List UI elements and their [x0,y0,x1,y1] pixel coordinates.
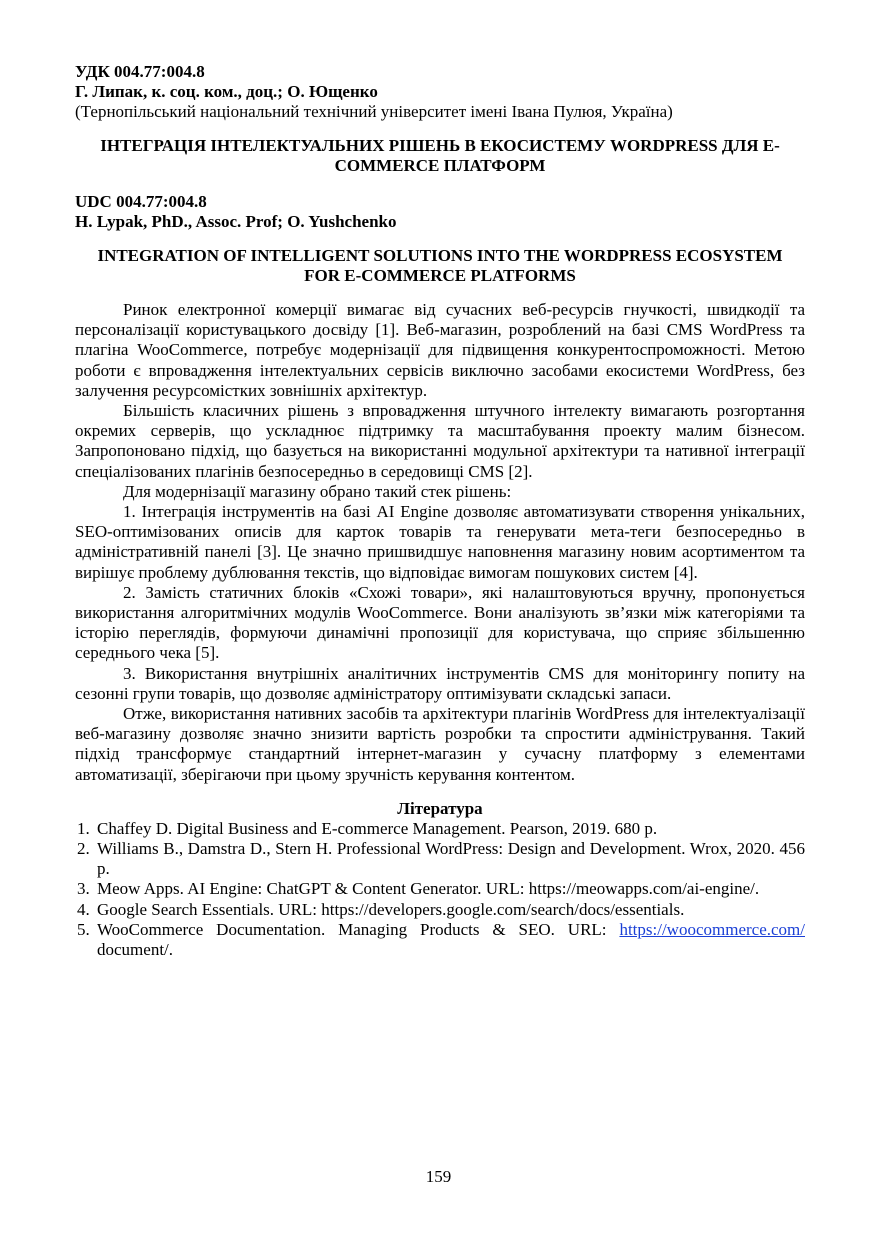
affiliation-ua: (Тернопільський національний технічний університет імені Івана Пулюя, Україна) [75,102,673,121]
body-text [75,300,805,785]
page-number: 159 [425,1167,452,1186]
title-ua: ІНТЕГРАЦІЯ ІНТЕЛЕКТУАЛЬНИХ РІШЕНЬ В ЕКОСИСТЕМУ WORDPRESS ДЛЯ E-COMMERCE ПЛАТФОРМ [100,136,780,175]
paragraph: Ринок електронної комерції вимагає від сучасних веб-ресурсів гнучкості, швидкодії та персоналізації користувацького досвіду [1]. Веб-магазин, розроблений на базі CMS WordPress та плагіна WooCommerce, потребує модернізації для підвищення конкурентоспроможності. Метою роботи є впровадження інтелектуальних сервісів виключно засобами екосистеми WordPress, без залучення ресурсомістких зовнішніх архітектур. [75,300,805,400]
reference-item: 2. Williams B., Damstra D., Stern H. Professional WordPress: Design and Development. Wrox, 2020. 456 p. [94,839,805,879]
authors-en: H. Lypak, PhD., Assoc. Prof; O. Yushchenko [75,212,397,231]
reference-item: 4. Google Search Essentials. URL: https://developers.google.com/search/docs/essentials. [94,900,805,920]
authors-ua: Г. Липак, к. соц. ком., доц.; О. Ющенко [75,82,378,101]
reference-link[interactable]: https://woocommerce.com/ [619,919,805,939]
references-list [75,819,805,960]
paragraph: Отже, використання нативних засобів та архітектури плагінів WordPress для інтелектуалізації веб-магазину дозволяє значно знизити вартість розробки та спростити адміністрування. Такий підхід трансформує стандартний інтернет-магазин у сучасну платформу з елементами автоматизації, зберігаючи при цьому зручність керування контентом. [75,704,805,784]
reference-item: 3. Meow Apps. AI Engine: ChatGPT & Content Generator. URL: https://meowapps.com/ai-engine/. [94,879,805,899]
paragraph: Для модернізації магазину обрано такий стек рішень: [123,481,512,501]
references-heading: Література [397,798,483,818]
reference-item [94,920,805,960]
title-en: INTEGRATION OF INTELLIGENT SOLUTIONS INTO THE WORDPRESS ECOSYSTEM FOR E-COMMERCE PLATFORMS [97,246,783,285]
paragraph: 2. Замість статичних блоків «Схожі товари», які налаштовуються вручну, пропонується використання алгоритмічних модулів WooCommerce. Вони аналізують зв’язки між категоріями та історію переглядів, формуючи динамічні пропозиції для користувача, що сприяє збільшенню середнього чека [5]. [75,582,805,663]
paragraph: Більшість класичних рішень з впровадження штучного інтелекту вимагають розгортання окремих серверів, що ускладнює підтримку та масштабування проекту малим бізнесом. Запропоновано підхід, що базується на використанні модульної архітектури та нативної інтеграції спеціалізованих плагінів безпосередньо в середовищі CMS [2]. [75,401,805,481]
reference-text: WooCommerce Documentation. Managing Products & SEO. URL: [97,919,620,939]
reference-tail: document/. [97,940,174,960]
paragraph: 3. Використання внутрішніх аналітичних інструментів CMS для моніторингу попиту на сезонні групи товарів, що дозволяє адміністратору оптимізувати складські запаси. [75,663,805,703]
reference-item: 1. Chaffey D. Digital Business and E-commerce Management. Pearson, 2019. 680 p. [94,819,805,839]
paragraph: 1. Інтеграція інструментів на базі AI Engine дозволяє автоматизувати створення унікальних, SEO-оптимізованих описів для карток товарів та генерувати мета-теги безпосередньо в адміністративній панелі [3]. Це значно пришвидшує наповнення магазину новим асортиментом та вирішує проблему дублювання текстів, що відповідає вимогам пошукових систем [4]. [75,502,805,582]
udc-en: UDC 004.77:004.8 [75,192,207,211]
udc-ua: УДК 004.77:004.8 [75,62,205,81]
paper-page [75,62,805,960]
